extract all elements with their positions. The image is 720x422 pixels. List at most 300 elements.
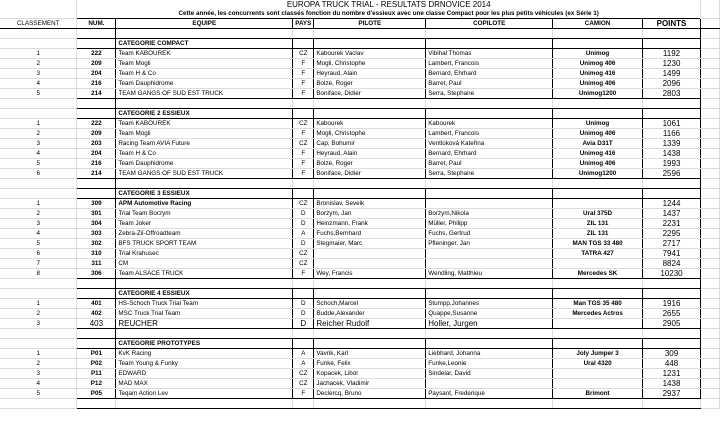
category-row: [0, 339, 720, 349]
blank-cell: [77, 179, 116, 189]
country-cell: CZ: [293, 379, 314, 389]
team-cell: TEAM GANGS OF SUD EST TRUCK: [116, 169, 293, 179]
table-row: [0, 389, 720, 399]
points-cell: 2717: [643, 239, 701, 249]
copilot-cell: Serra, Stephane: [426, 169, 553, 179]
country-cell: F: [293, 169, 314, 179]
blank-cell: [700, 379, 719, 389]
num-cell: P02: [77, 359, 116, 369]
table-row: [0, 69, 720, 79]
pilot-cell: Bolze, Roger: [314, 159, 426, 169]
points-cell: 8824: [643, 259, 701, 269]
points-cell: 1339: [643, 139, 701, 149]
rank-cell: 5: [0, 159, 77, 169]
rank-cell: 3: [0, 139, 77, 149]
blank-cell: [700, 289, 719, 299]
pilot-cell: Budde,Alexander: [314, 309, 426, 319]
team-cell: BFS TRUCK SPORT TEAM: [116, 239, 293, 249]
blank-cell: [700, 149, 719, 159]
rank-cell: 4: [0, 229, 77, 239]
blank-cell: [643, 39, 701, 49]
pilot-cell: Heyraud, Alain: [314, 69, 426, 79]
truck-cell: ZIL 131: [553, 219, 643, 229]
table-row: [0, 139, 720, 149]
pilot-cell: Reicher Rudolf: [314, 319, 426, 329]
blank-cell: [77, 189, 116, 199]
blank-cell: [700, 399, 719, 409]
blank-cell: [700, 269, 719, 279]
num-cell: 216: [77, 79, 116, 89]
num-cell: 301: [77, 209, 116, 219]
rank-cell: 6: [0, 249, 77, 259]
truck-cell: Unimog: [553, 119, 643, 129]
table-row: [0, 259, 720, 269]
blank-cell: [700, 0, 719, 9]
spacer-row: [0, 399, 720, 409]
truck-cell: [553, 319, 643, 329]
category-title: CATEGORIE 2 ESSIEUX: [116, 109, 293, 119]
num-cell: 204: [77, 149, 116, 159]
team-cell: EDWARD: [116, 369, 293, 379]
copilot-cell: Borzym,Nikola: [426, 209, 553, 219]
num-cell: 204: [77, 69, 116, 79]
points-cell: 1916: [643, 299, 701, 309]
truck-cell: Avia D31T: [553, 139, 643, 149]
pilot-cell: Jachacek, Vladimir: [314, 379, 426, 389]
blank-cell: [314, 329, 426, 339]
points-cell: 2096: [643, 79, 701, 89]
points-cell: 1438: [643, 379, 701, 389]
blank-cell: [700, 109, 719, 119]
blank-cell: [293, 399, 314, 409]
rank-cell: 1: [0, 119, 77, 129]
copilot-cell: Bernard, Ehrhard: [426, 149, 553, 159]
country-cell: CZ: [293, 369, 314, 379]
pilot-cell: Funke, Felix: [314, 359, 426, 369]
copilot-cell: Lambert, Francois: [426, 59, 553, 69]
header-pays: PAYS: [293, 19, 314, 29]
blank-cell: [0, 329, 77, 339]
blank-cell: [0, 189, 77, 199]
blank-cell: [643, 29, 701, 39]
table-row: [0, 369, 720, 379]
header-equipe: EQUIPE: [116, 19, 293, 29]
points-cell: 1230: [643, 59, 701, 69]
points-cell: 1437: [643, 209, 701, 219]
blank-cell: [0, 109, 77, 119]
blank-cell: [314, 189, 426, 199]
blank-cell: [293, 39, 314, 49]
table-row: [0, 49, 720, 59]
rank-cell: 2: [0, 359, 77, 369]
rank-cell: 5: [0, 389, 77, 399]
blank-cell: [643, 179, 701, 189]
table-row: [0, 79, 720, 89]
blank-cell: [426, 399, 553, 409]
blank-cell: [700, 359, 719, 369]
blank-cell: [314, 29, 426, 39]
blank-cell: [700, 199, 719, 209]
team-cell: Team Dauphidrome: [116, 79, 293, 89]
team-cell: Team Dauphidrome: [116, 159, 293, 169]
blank-cell: [77, 399, 116, 409]
copilot-cell: Ventlúková Kateřina: [426, 139, 553, 149]
table-row: [0, 309, 720, 319]
points-cell: 10230: [643, 269, 701, 279]
points-cell: 2596: [643, 169, 701, 179]
team-cell: Team H & Co: [116, 149, 293, 159]
truck-cell: Unimog: [553, 49, 643, 59]
pilot-cell: Boniface, Didier: [314, 89, 426, 99]
blank-cell: [0, 9, 77, 19]
rank-cell: 1: [0, 199, 77, 209]
table-row: [0, 129, 720, 139]
team-cell: KvK Racing: [116, 349, 293, 359]
category-row: [0, 39, 720, 49]
blank-cell: [314, 109, 426, 119]
table-row: [0, 359, 720, 369]
points-cell: 2655: [643, 309, 701, 319]
blank-cell: [643, 99, 701, 109]
table-row: [0, 319, 720, 329]
rank-cell: 2: [0, 209, 77, 219]
pilot-cell: Kabourek Vaclav: [314, 49, 426, 59]
blank-cell: [700, 299, 719, 309]
copilot-cell: Pfleninger, Jan: [426, 239, 553, 249]
blank-cell: [700, 309, 719, 319]
truck-cell: Unimog 406: [553, 59, 643, 69]
num-cell: 222: [77, 119, 116, 129]
blank-cell: [293, 29, 314, 39]
country-cell: CZ: [293, 249, 314, 259]
rank-cell: 3: [0, 319, 77, 329]
category-title: CATEGORIE 3 ESSIEUX: [116, 189, 293, 199]
blank-cell: [553, 399, 643, 409]
country-cell: F: [293, 69, 314, 79]
points-cell: 1061: [643, 119, 701, 129]
points-cell: 7941: [643, 249, 701, 259]
country-cell: F: [293, 129, 314, 139]
table-row: [0, 269, 720, 279]
pilot-cell: [314, 259, 426, 269]
num-cell: P12: [77, 379, 116, 389]
pilot-cell: Cap, Bohumir: [314, 139, 426, 149]
title-row: [0, 0, 720, 9]
pilot-cell: Heyraud, Alain: [314, 149, 426, 159]
copilot-cell: Barret, Paul: [426, 159, 553, 169]
rank-cell: 3: [0, 219, 77, 229]
category-title: CATEGORIE 4 ESSIEUX: [116, 289, 293, 299]
points-cell: 2295: [643, 229, 701, 239]
truck-cell: Unimog1200: [553, 169, 643, 179]
category-row: [0, 109, 720, 119]
blank-cell: [553, 189, 643, 199]
blank-cell: [116, 99, 293, 109]
num-cell: 403: [77, 319, 116, 329]
rank-cell: 4: [0, 79, 77, 89]
blank-cell: [314, 39, 426, 49]
copilot-cell: Bernard, Ehrhard: [426, 69, 553, 79]
table-row: [0, 379, 720, 389]
copilot-cell: Quappe,Susanne: [426, 309, 553, 319]
team-cell: HS-Schoch Truck Trial Team: [116, 299, 293, 309]
table-row: [0, 299, 720, 309]
table-row: [0, 59, 720, 69]
blank-cell: [0, 99, 77, 109]
team-cell: Team Mogli: [116, 129, 293, 139]
points-cell: 1192: [643, 49, 701, 59]
team-cell: Team H & Co: [116, 69, 293, 79]
country-cell: F: [293, 159, 314, 169]
num-cell: 303: [77, 229, 116, 239]
blank-cell: [643, 109, 701, 119]
header-pilote: PILOTE: [314, 19, 426, 29]
table-row: [0, 249, 720, 259]
pilot-cell: Vavrik, Karl: [314, 349, 426, 359]
truck-cell: Ural 4320: [553, 359, 643, 369]
num-cell: P05: [77, 389, 116, 399]
country-cell: CZ: [293, 199, 314, 209]
blank-cell: [77, 339, 116, 349]
country-cell: F: [293, 389, 314, 399]
team-cell: Team KABOUREK: [116, 119, 293, 129]
team-cell: Trial Krahusec: [116, 249, 293, 259]
rank-cell: 4: [0, 379, 77, 389]
category-title: CATEGORIE COMPACT: [116, 39, 293, 49]
truck-cell: ZIL 131: [553, 229, 643, 239]
blank-cell: [77, 109, 116, 119]
copilot-cell: Kabourek: [426, 119, 553, 129]
blank-cell: [700, 369, 719, 379]
team-cell: Team Mogli: [116, 59, 293, 69]
table-row: [0, 209, 720, 219]
blank-cell: [700, 319, 719, 329]
spacer-row: [0, 329, 720, 339]
truck-cell: [553, 259, 643, 269]
blank-cell: [700, 69, 719, 79]
points-cell: 1231: [643, 369, 701, 379]
team-cell: TEAM GANGS OF SUD EST TRUCK: [116, 89, 293, 99]
header-classement: CLASSEMENT: [0, 19, 77, 29]
num-cell: 306: [77, 269, 116, 279]
points-cell: 1499: [643, 69, 701, 79]
team-cell: Team Young & Funky: [116, 359, 293, 369]
blank-cell: [77, 279, 116, 289]
num-cell: 401: [77, 299, 116, 309]
blank-cell: [700, 49, 719, 59]
subtitle-row: [0, 9, 720, 19]
team-cell: Racing Team AVIA Future: [116, 139, 293, 149]
blank-cell: [553, 179, 643, 189]
num-cell: P11: [77, 369, 116, 379]
blank-cell: [293, 109, 314, 119]
team-cell: Teqam Action Lev: [116, 389, 293, 399]
table-row: [0, 349, 720, 359]
table-row: [0, 219, 720, 229]
blank-cell: [700, 279, 719, 289]
team-cell: Trial Team Borzym: [116, 209, 293, 219]
copilot-cell: [426, 199, 553, 209]
blank-cell: [700, 9, 719, 19]
pilot-cell: Mogli, Christophe: [314, 129, 426, 139]
pilot-cell: Mogli, Christophe: [314, 59, 426, 69]
num-cell: 216: [77, 159, 116, 169]
blank-cell: [643, 289, 701, 299]
country-cell: A: [293, 229, 314, 239]
country-cell: A: [293, 349, 314, 359]
num-cell: 209: [77, 129, 116, 139]
blank-cell: [643, 279, 701, 289]
blank-cell: [700, 29, 719, 39]
copilot-cell: Holler, Jurgen: [426, 319, 553, 329]
rank-cell: 2: [0, 129, 77, 139]
blank-cell: [116, 399, 293, 409]
rank-cell: 4: [0, 149, 77, 159]
blank-cell: [553, 339, 643, 349]
table-row: [0, 159, 720, 169]
blank-cell: [700, 169, 719, 179]
blank-cell: [0, 339, 77, 349]
copilot-cell: [426, 259, 553, 269]
country-cell: A: [293, 359, 314, 369]
copilot-cell: Barret, Paul: [426, 79, 553, 89]
blank-cell: [700, 329, 719, 339]
truck-cell: Unimog 406: [553, 129, 643, 139]
blank-cell: [643, 189, 701, 199]
copilot-cell: Stumpp,Johannes: [426, 299, 553, 309]
country-cell: D: [293, 219, 314, 229]
blank-cell: [77, 39, 116, 49]
blank-cell: [553, 99, 643, 109]
pilot-cell: Kabourek: [314, 119, 426, 129]
category-row: [0, 289, 720, 299]
country-cell: F: [293, 59, 314, 69]
blank-cell: [0, 29, 77, 39]
blank-cell: [700, 59, 719, 69]
blank-cell: [0, 179, 77, 189]
blank-cell: [116, 179, 293, 189]
truck-cell: [553, 379, 643, 389]
blank-cell: [643, 399, 701, 409]
blank-cell: [426, 189, 553, 199]
country-cell: D: [293, 299, 314, 309]
page-title: EUROPA TRUCK TRIAL - RESULTATS DRNOVICE 2014: [77, 0, 701, 9]
copilot-cell: Liebhard, Johanna: [426, 349, 553, 359]
blank-cell: [426, 279, 553, 289]
spacer-row: [0, 29, 720, 39]
header-row: [0, 19, 720, 29]
spacer-row: [0, 279, 720, 289]
blank-cell: [700, 189, 719, 199]
blank-cell: [314, 179, 426, 189]
truck-cell: Mercedes Actros: [553, 309, 643, 319]
copilot-cell: Sindelar, David: [426, 369, 553, 379]
category-row: [0, 189, 720, 199]
pilot-cell: [314, 249, 426, 259]
blank-cell: [700, 79, 719, 89]
truck-cell: Unimog 406: [553, 79, 643, 89]
blank-cell: [700, 219, 719, 229]
truck-cell: MAN TGS 33 480: [553, 239, 643, 249]
blank-cell: [553, 29, 643, 39]
copilot-cell: Serra, Stephane: [426, 89, 553, 99]
country-cell: D: [293, 209, 314, 219]
team-cell: APM Automotive Racing: [116, 199, 293, 209]
blank-cell: [314, 279, 426, 289]
truck-cell: Unimog1200: [553, 89, 643, 99]
blank-cell: [314, 399, 426, 409]
pilot-cell: Schoch,Marcel: [314, 299, 426, 309]
blank-cell: [293, 329, 314, 339]
country-cell: CZ: [293, 139, 314, 149]
blank-cell: [553, 39, 643, 49]
spacer-row: [0, 99, 720, 109]
blank-cell: [426, 39, 553, 49]
num-cell: 310: [77, 249, 116, 259]
num-cell: P01: [77, 349, 116, 359]
blank-cell: [700, 99, 719, 109]
blank-cell: [700, 259, 719, 269]
category-title: CATEGORIE PROTOTYPES: [116, 339, 293, 349]
truck-cell: Joly Jumper 3: [553, 349, 643, 359]
blank-cell: [700, 209, 719, 219]
blank-cell: [553, 329, 643, 339]
page-subtitle: Cette année, les concurrents sont classés fonction du nombre d'essieux avec une classe Compact pour les plus petits véhicules (ex Série 1): [77, 9, 701, 19]
blank-cell: [426, 29, 553, 39]
country-cell: F: [293, 269, 314, 279]
truck-cell: Unimog 406: [553, 159, 643, 169]
copilot-cell: Fuchs, Gertrud: [426, 229, 553, 239]
rank-cell: 8: [0, 269, 77, 279]
copilot-cell: Wendling, Matthieu: [426, 269, 553, 279]
table-row: [0, 89, 720, 99]
pilot-cell: Stegmaier, Marc: [314, 239, 426, 249]
country-cell: CZ: [293, 259, 314, 269]
blank-cell: [426, 99, 553, 109]
country-cell: F: [293, 79, 314, 89]
points-cell: 2803: [643, 89, 701, 99]
pilot-cell: Wey, Francis: [314, 269, 426, 279]
num-cell: 311: [77, 259, 116, 269]
truck-cell: [553, 369, 643, 379]
blank-cell: [643, 329, 701, 339]
blank-cell: [116, 279, 293, 289]
blank-cell: [0, 279, 77, 289]
copilot-cell: [426, 249, 553, 259]
table-row: [0, 169, 720, 179]
pilot-cell: Bronislav, Seveik: [314, 199, 426, 209]
blank-cell: [426, 339, 553, 349]
blank-cell: [643, 339, 701, 349]
country-cell: F: [293, 89, 314, 99]
country-cell: CZ: [293, 49, 314, 59]
truck-cell: Unimog 416: [553, 69, 643, 79]
blank-cell: [293, 189, 314, 199]
header-points: POINTS: [643, 19, 701, 29]
copilot-cell: Müller, Philipp: [426, 219, 553, 229]
pilot-cell: Declercq, Bruno: [314, 389, 426, 399]
truck-cell: Mercedes SK: [553, 269, 643, 279]
blank-cell: [700, 39, 719, 49]
truck-cell: Unimog 416: [553, 149, 643, 159]
truck-cell: Man TGS 35 480: [553, 299, 643, 309]
blank-cell: [77, 99, 116, 109]
table-row: [0, 119, 720, 129]
blank-cell: [116, 29, 293, 39]
team-cell: Team KABOUREK: [116, 49, 293, 59]
points-cell: 1244: [643, 199, 701, 209]
team-cell: Zebra-Zil-Offroadteam: [116, 229, 293, 239]
